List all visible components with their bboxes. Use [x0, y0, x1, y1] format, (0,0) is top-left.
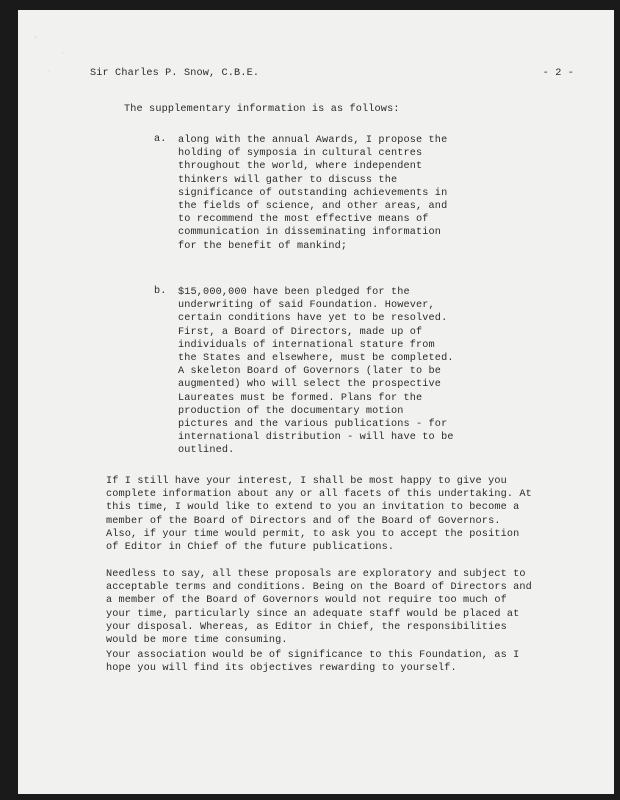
letter-header: [90, 68, 574, 79]
list-item-text: $15,000,000 have been pledged for the underwriting of said Foundation. However, certain conditions have yet to be resolved. First, a Board of Directors, made up of individuals of international stature from the States and elsewhere, must be completed. A skeleton Board of Governors (later to be augmented) who will select the prospective Laureates must be formed. Plans for the production of the documentary motion pictures and the various publications - for international distribution - will have to be outlined.: [178, 287, 454, 457]
recipient-heading: Sir Charles P. Snow, C.B.E.: [90, 68, 260, 79]
paragraph: Needless to say, all these proposals are exploratory and subject to acceptable terms and conditions. Being on the Board of Directors and a member of the Board of Governors would not require too much of your time, particularly since an adequate staff would be placed at your disposal. Whereas, as Editor in Chief, the responsibilities would be more time consuming.: [106, 569, 532, 647]
list-marker: a.: [154, 134, 167, 145]
list-marker: b.: [154, 286, 167, 297]
scan-speck: [62, 52, 64, 54]
paragraph: Your association would be of significance to this Foundation, as I hope you will find its objectives rewarding to yourself.: [106, 650, 520, 675]
list-item-a: [154, 134, 454, 253]
paragraph: If I still have your interest, I shall be most happy to give you complete information about any or all facets of this undertaking. At this time, I would like to extend to you an invitation to become a member of the Board of Directors and of the Board of Governors. Also, if your time would permit, to ask you to accept the position of Editor in Chief of the future publications.: [106, 476, 532, 554]
letter-page: [18, 10, 614, 794]
page-number: - 2 -: [542, 68, 574, 79]
list-item-b: [154, 286, 454, 458]
scan-speck: [48, 70, 50, 72]
scan-speck: [34, 36, 37, 39]
intro-line: The supplementary information is as follows:: [124, 104, 400, 115]
list-item-text: along with the annual Awards, I propose the holding of symposia in cultural centres throughout the world, where independent thinkers will gather to discuss the significance of outstanding achievements in the fields of science, and other areas, and to recommend the most effective means of communication in disseminating information for the benefit of mankind;: [178, 135, 448, 252]
